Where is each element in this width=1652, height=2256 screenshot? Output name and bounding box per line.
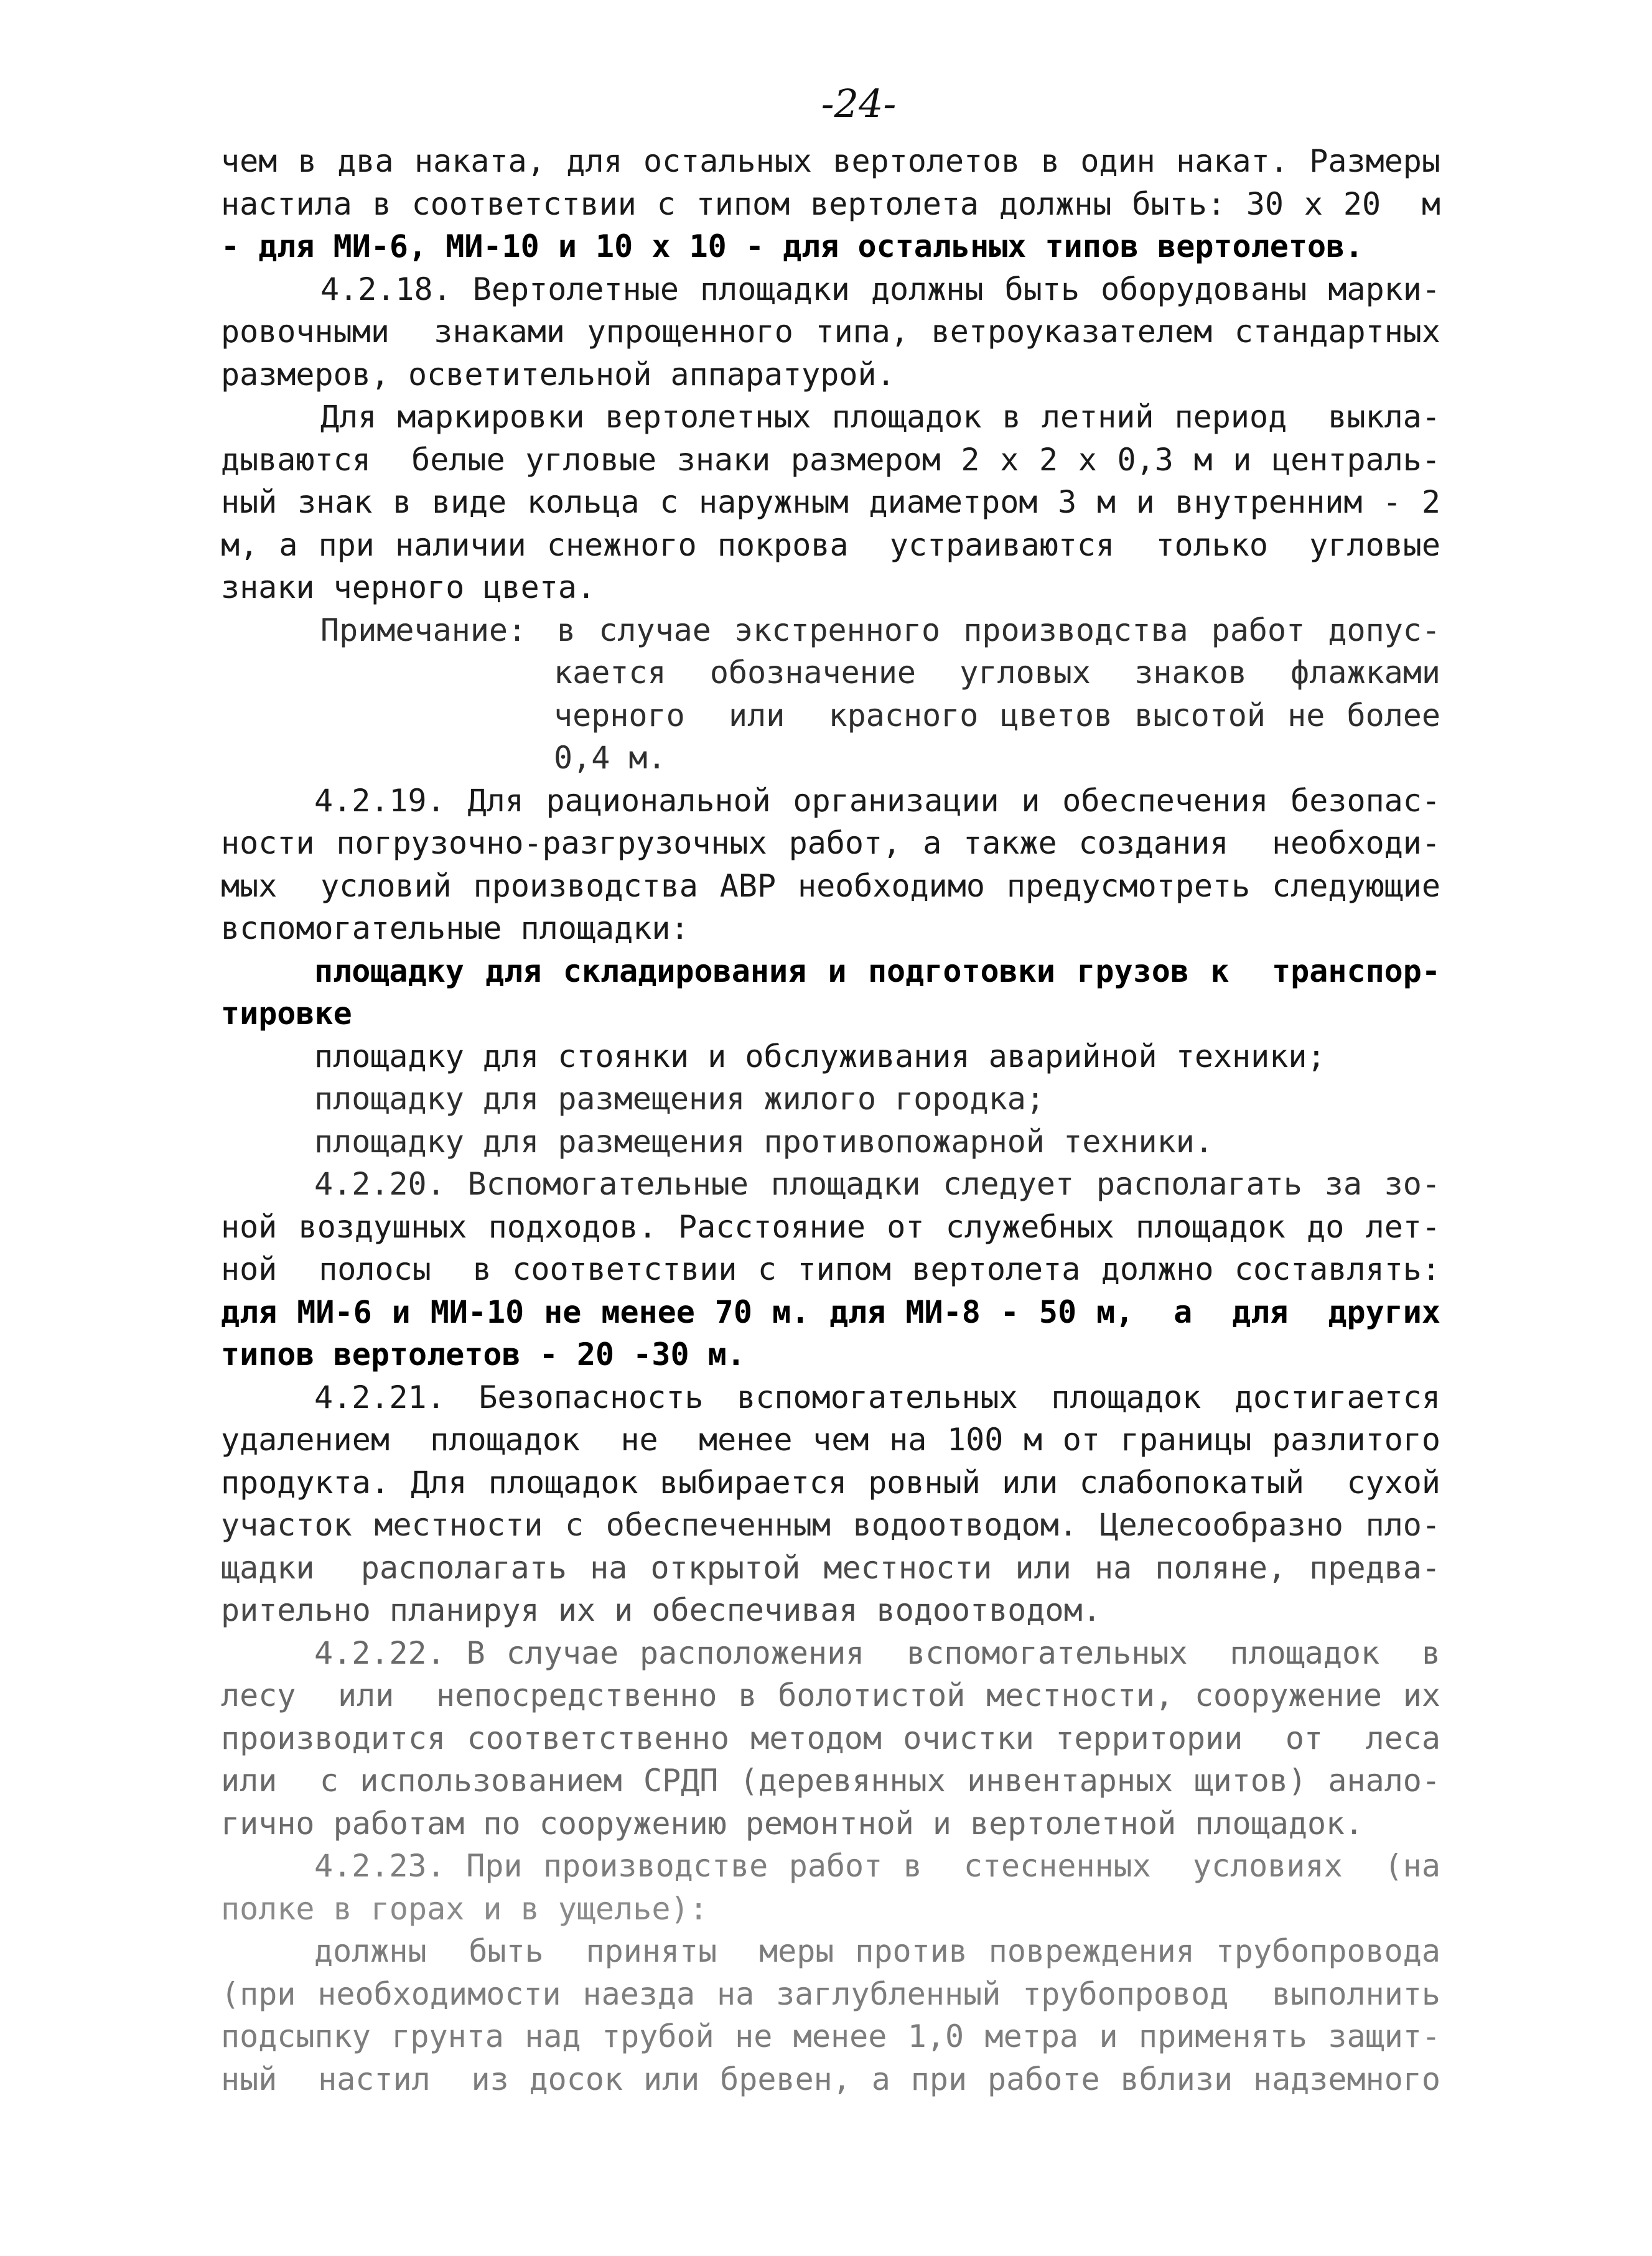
- note-text: черного или красного цветов высотой не более: [554, 697, 1440, 734]
- text-line: м, а при наличии снежного покрова устраиваются только угловые: [221, 526, 1440, 563]
- paragraph-4-2-22: 4.2.22. В случае расположения вспомогательных площадок в: [314, 1634, 1440, 1671]
- text-line: гично работам по сооружению ремонтной и вертолетной площадок.: [221, 1805, 1364, 1842]
- list-item: площадку для размещения противопожарной техники.: [314, 1123, 1213, 1160]
- paragraph-4-2-18: 4.2.18. Вертолетные площадки должны быть оборудованы марки-: [320, 271, 1440, 307]
- text-line: (при необходимости наезда на заглубленный трубопровод выполнить: [221, 1975, 1440, 2012]
- text-line: для МИ-6 и МИ-10 не менее 70 м. для МИ-8 - 50 м, а для других: [221, 1293, 1440, 1330]
- note-text: в случае экстренного производства работ допус-: [557, 612, 1440, 648]
- note-text: 0,4 м.: [554, 740, 666, 776]
- text-line: настила в соответствии с типом вертолета должны быть: 30 х 20 м: [221, 185, 1440, 222]
- note-text: кается обозначение угловых знаков флажками: [554, 655, 1440, 691]
- paragraph-4-2-23: 4.2.23. При производстве работ в стесненных условиях (на: [314, 1848, 1440, 1884]
- text-line: - для МИ-6, МИ-10 и 10 х 10 - для остальных типов вертолетов.: [221, 228, 1364, 264]
- text-line: подсыпку грунта над трубой не менее 1,0 метра и применять защит-: [221, 2018, 1440, 2054]
- note-label: Примечание:: [320, 612, 527, 648]
- text-line: мых условий производства АВР необходимо предусмотреть следующие: [221, 867, 1440, 904]
- note: [221, 609, 1440, 652]
- list-item: площадку для стоянки и обслуживания аварийной техники;: [314, 1038, 1326, 1074]
- page-number: -24-: [821, 81, 897, 126]
- text-line: ровочными знаками упрощенного типа, ветроуказателем стандартных: [221, 314, 1440, 350]
- text-line: чем в два наката, для остальных вертолетов в один накат. Размеры: [221, 143, 1440, 179]
- text-line: знаки черного цвета.: [221, 569, 596, 605]
- text-line: вспомогательные площадки:: [221, 910, 689, 946]
- text-line: ной воздушных подходов. Расстояние от служебных площадок до лет-: [221, 1208, 1440, 1245]
- text-line: продукта. Для площадок выбирается ровный или слабопокатый сухой: [221, 1464, 1440, 1501]
- paragraph-4-2-20: 4.2.20. Вспомогательные площадки следует располагать за зо-: [314, 1166, 1440, 1202]
- text-line: лесу или непосредственно в болотистой местности, сооружение их: [221, 1677, 1440, 1713]
- text-line: ный знак в виде кольца с наружным диаметром 3 м и внутренним - 2: [221, 484, 1440, 520]
- text-line: типов вертолетов - 20 -30 м.: [221, 1336, 745, 1373]
- paragraph-4-2-19: 4.2.19. Для рациональной организации и обеспечения безопас-: [314, 782, 1440, 819]
- paragraph-4-2-21: 4.2.21. Безопасность вспомогательных площадок достигается: [314, 1379, 1440, 1415]
- text-line: удалением площадок не менее чем на 100 м от границы разлитого: [221, 1422, 1440, 1458]
- list-item: площадку для размещения жилого городка;: [314, 1081, 1045, 1117]
- list-item: площадку для складирования и подготовки грузов к транспор-: [314, 953, 1440, 989]
- text-line: участок местности с обеспеченным водоотводом. Целесообразно пло-: [221, 1507, 1440, 1543]
- text-line: полке в горах и в ущелье):: [221, 1890, 708, 1927]
- list-item: должны быть приняты меры против повреждения трубопровода: [314, 1933, 1440, 1969]
- text-line: щадки располагать на открытой местности или на поляне, предва-: [221, 1549, 1440, 1586]
- text-line: ности погрузочно-разгрузочных работ, а также создания необходи-: [221, 825, 1440, 861]
- text-line: рительно планируя их и обеспечивая водоотводом.: [221, 1592, 1101, 1628]
- text-line: размеров, осветительной аппаратурой.: [221, 356, 895, 393]
- document-body: [221, 140, 1440, 2100]
- text-line: производится соответственно методом очистки территории от леса: [221, 1720, 1440, 1756]
- text-line: Для маркировки вертолетных площадок в летний период выкла-: [320, 399, 1440, 435]
- text-line: тировке: [221, 995, 352, 1032]
- text-line: ной полосы в соответствии с типом вертолета должно составлять:: [221, 1251, 1440, 1287]
- text-line: дываются белые угловые знаки размером 2 х 2 х 0,3 м и централь-: [221, 441, 1440, 478]
- text-line: или с использованием СРДП (деревянных инвентарных щитов) анало-: [221, 1763, 1440, 1799]
- text-line: ный настил из досок или бревен, а при работе вблизи надземного: [221, 2061, 1440, 2097]
